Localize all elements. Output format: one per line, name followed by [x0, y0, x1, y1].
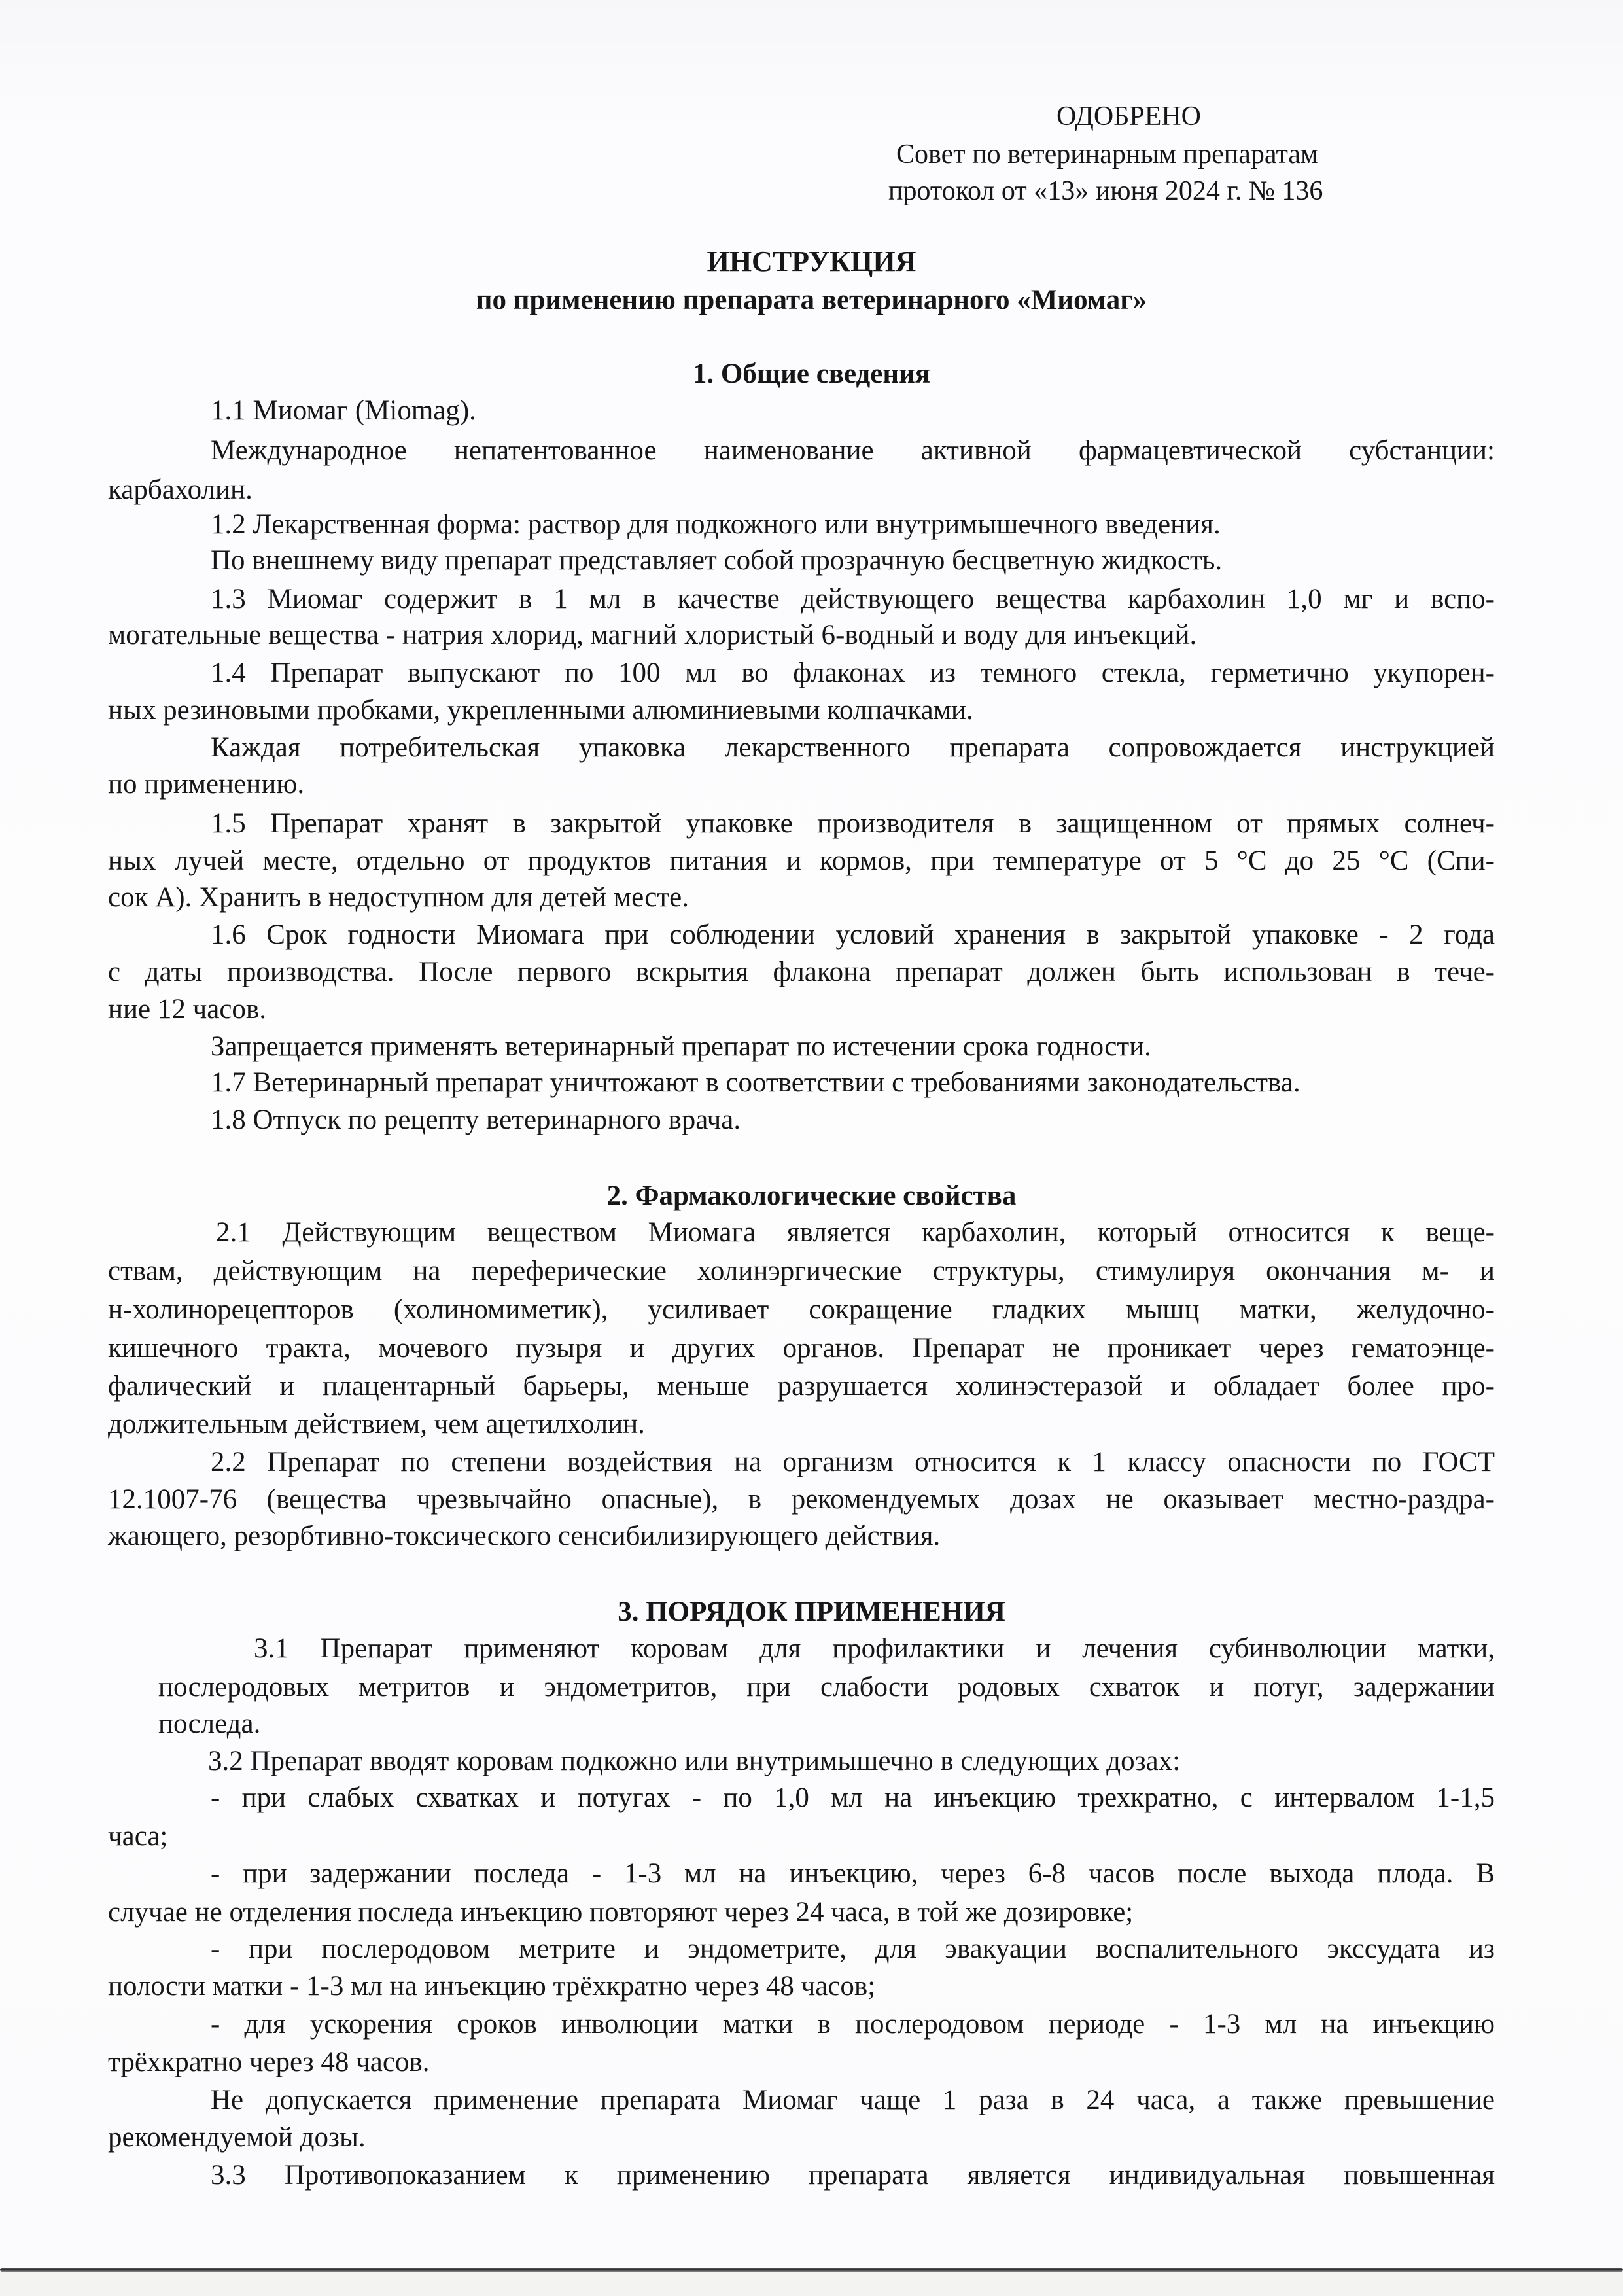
dose-item-metritis: - при послеродовом метрите и эндометрите, для эвакуации воспалительного экссудата из — [211, 1934, 1495, 1964]
document-subtitle: по применению препарата ветеринарного «Миомаг» — [476, 285, 1147, 315]
paragraph-2-1-l4: кишечного тракта, мочевого пузыря и других органов. Препарат не проникает через гематоэнце- — [108, 1333, 1495, 1364]
paragraph-2-2-cont: 12.1007-76 (вещества чрезвычайно опасные), в рекомендуемых дозах не оказывает местно-раздра- — [108, 1484, 1495, 1515]
dose-item-involution: - для ускорения сроков инволюции матки в послеродовом периоде - 1-3 мл на инъекцию — [211, 2009, 1495, 2040]
approval-protocol: протокол от «13» июня 2024 г. № 136 — [888, 176, 1323, 206]
scanner-bed — [0, 2272, 1623, 2296]
paragraph-package-cont: по применению. — [108, 769, 305, 800]
paragraph-2-1: 2.1 Действующим веществом Миомага является карбахолин, который относится к веще- — [216, 1217, 1495, 1248]
paragraph-expiry-ban: Запрещается применять ветеринарный препарат по истечении срока годности. — [211, 1031, 1151, 1062]
paragraph-3-1-end: последа. — [158, 1708, 261, 1739]
paragraph-3-1-cont: послеродовых метритов и эндометритов, при слабости родовых схваток и потуг, задержании — [158, 1672, 1495, 1703]
paragraph-1-8: 1.8 Отпуск по рецепту ветеринарного врача. — [211, 1104, 741, 1135]
section-3-heading: 3. ПОРЯДОК ПРИМЕНЕНИЯ — [618, 1597, 1005, 1627]
paragraph-1-3: 1.3 Миомаг содержит в 1 мл в качестве действующего вещества карбахолин 1,0 мг и вспо- — [211, 584, 1495, 614]
paragraph-2-1-l3: н-холинорецепторов (холиномиметик), усиливает сокращение гладких мышц матки, желудочно- — [108, 1294, 1495, 1325]
paragraph-package: Каждая потребительская упаковка лекарственного препарата сопровождается инструкцией — [211, 732, 1495, 763]
dose-item-metritis-cont: полости матки - 1-3 мл на инъекцию трёхкратно через 48 часов; — [108, 1971, 876, 2002]
paragraph-2-1-l2: ствам, действующим на переферические холинэргические структуры, стимулируя окончания м- и — [108, 1256, 1495, 1286]
paragraph-1-6-end: ние 12 часов. — [108, 994, 266, 1025]
paragraph-3-3: 3.3 Противопоказанием к применению препарата является индивидуальная повышенная — [211, 2160, 1495, 2191]
paragraph-1-7: 1.7 Ветеринарный препарат уничтожают в соответствии с требованиями законодательства. — [211, 1067, 1300, 1098]
paragraph-2-1-l5: фалический и плацентарный барьеры, меньше разрушается холинэстеразой и обладает более про- — [108, 1371, 1495, 1402]
paragraph-1-1: 1.1 Миомаг (Miomag). — [211, 395, 476, 426]
paragraph-1-6-cont: с даты производства. После первого вскрытия флакона препарат должен быть использован в тече- — [108, 957, 1495, 987]
paragraph-dose-limit-cont: рекомендуемой дозы. — [108, 2122, 366, 2153]
dose-item-involution-cont: трёхкратно через 48 часов. — [108, 2047, 430, 2077]
section-1-heading: 1. Общие сведения — [692, 359, 931, 389]
paragraph-1-4: 1.4 Препарат выпускают по 100 мл во флаконах из темного стекла, герметично укупорен- — [211, 658, 1495, 688]
section-2-heading: 2. Фармакологические свойства — [606, 1180, 1017, 1211]
dose-item-weak-contractions: - при слабых схватках и потугах - по 1,0 мл на инъекцию трехкратно, с интервалом 1-1,5 — [211, 1782, 1495, 1813]
paragraph-1-2: 1.2 Лекарственная форма: раствор для подкожного или внутримышечного введения. — [211, 509, 1221, 540]
paragraph-2-2: 2.2 Препарат по степени воздействия на организм относится к 1 классу опасности по ГОСТ — [211, 1447, 1495, 1477]
paragraph-1-5-cont: ных лучей месте, отдельно от продуктов питания и кормов, при температуре от 5 °С до 25 °С (Спи- — [108, 845, 1495, 876]
paragraph-2-2-end: жающего, резорбтивно-токсического сенсибилизирующего действия. — [108, 1521, 941, 1551]
paragraph-1-3-cont: могательные вещества - натрия хлорид, магний хлористый 6-водный и воду для инъекций. — [108, 620, 1197, 650]
paragraph-inn: Международное непатентованное наименование активной фармацевтической субстанции: — [211, 435, 1495, 466]
paragraph-1-6: 1.6 Срок годности Миомага при соблюдении условий хранения в закрытой упаковке - 2 года — [211, 919, 1495, 950]
paragraph-3-1: 3.1 Препарат применяют коровам для профилактики и лечения субинволюции матки, — [254, 1633, 1495, 1664]
document-title: ИНСТРУКЦИЯ — [707, 245, 916, 277]
approval-title: ОДОБРЕНО — [1056, 101, 1202, 132]
approval-council: Совет по ветеринарным препаратам — [896, 139, 1318, 169]
paragraph-1-5: 1.5 Препарат хранят в закрытой упаковке производителя в защищенном от прямых солнеч- — [211, 808, 1495, 839]
paragraph-3-2: 3.2 Препарат вводят коровам подкожно или внутримышечно в следующих дозах: — [208, 1746, 1181, 1776]
paragraph-1-5-end: сок А). Хранить в недоступном для детей месте. — [108, 882, 689, 913]
paragraph-dose-limit: Не допускается применение препарата Миомаг чаще 1 раза в 24 часа, а также превышение — [211, 2085, 1495, 2115]
paragraph-2-1-end: должительным действием, чем ацетилхолин. — [108, 1409, 645, 1439]
dose-item-retained-placenta: - при задержании последа - 1-3 мл на инъекцию, через 6-8 часов после выхода плода. В — [211, 1858, 1495, 1889]
paragraph-1-4-cont: ных резиновыми пробками, укрепленными алюминиевыми колпачками. — [108, 695, 973, 726]
dose-item-retained-placenta-cont: случае не отделения последа инъекцию повторяют через 24 часа, в той же дозировке; — [108, 1897, 1134, 1928]
paragraph-inn-cont: карбахолин. — [108, 474, 253, 505]
paragraph-appearance: По внешнему виду препарат представляет собой прозрачную бесцветную жидкость. — [211, 545, 1223, 576]
dose-item-weak-contractions-cont: часа; — [108, 1821, 168, 1852]
